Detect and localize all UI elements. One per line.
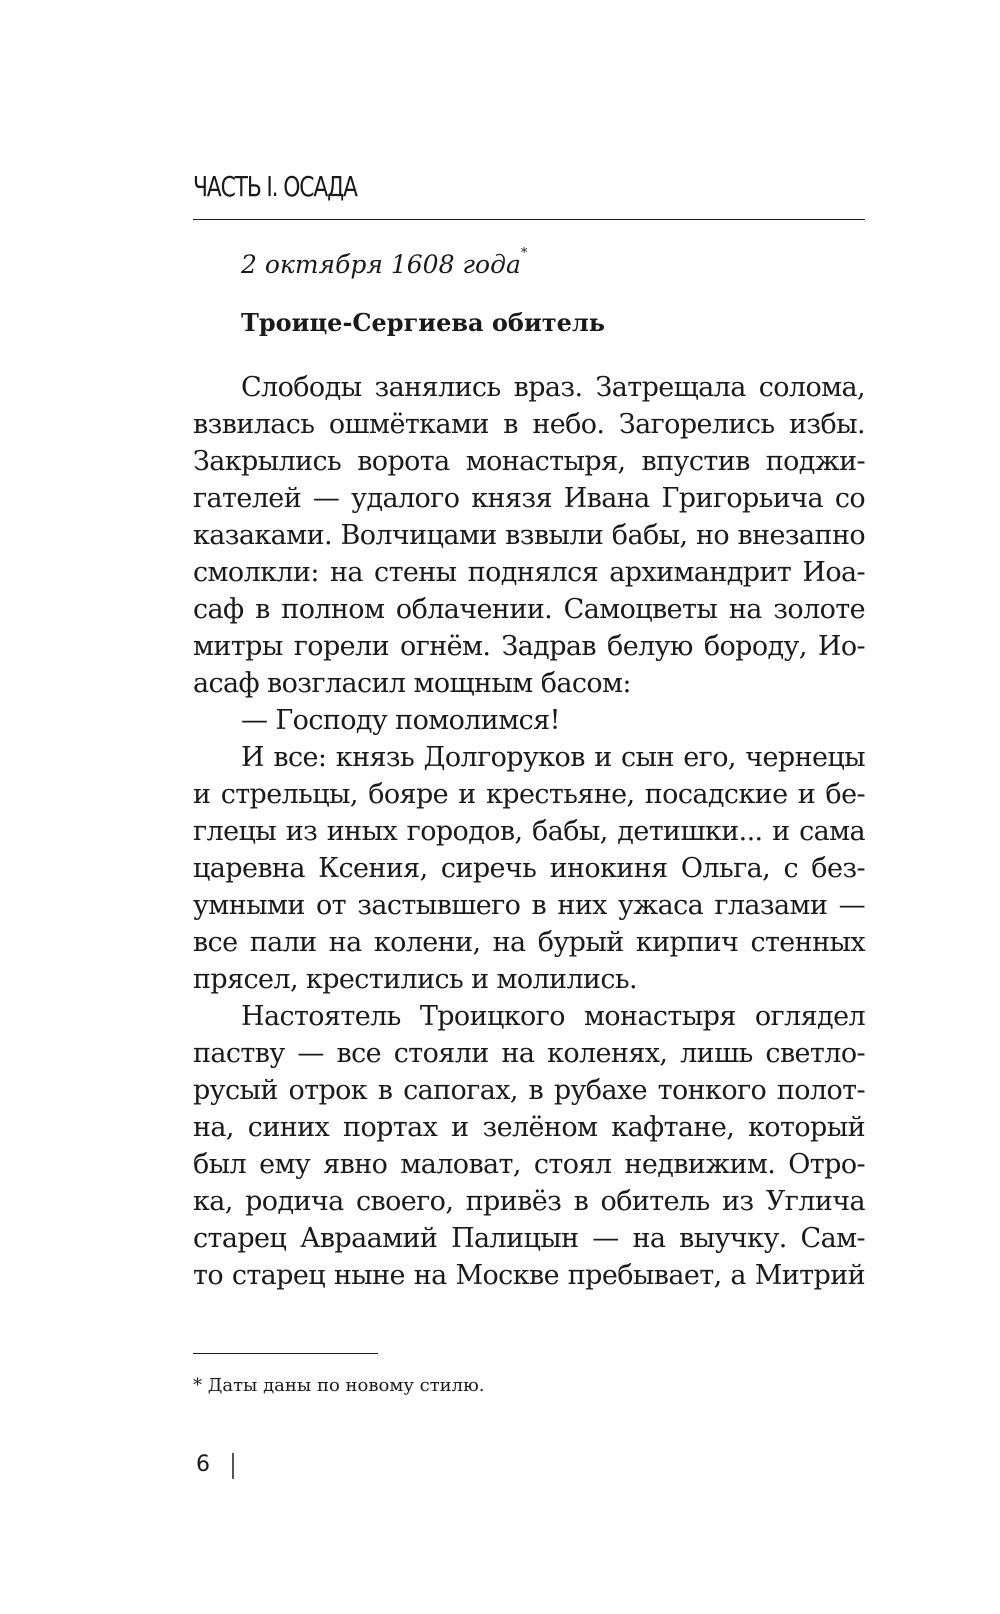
text-line: Слободы занялись враз. Затрещала солома, xyxy=(241,372,865,403)
text-line: на, синих портах и зелёном кафтане, который xyxy=(193,1112,865,1143)
page-number: 6 xyxy=(196,1452,210,1477)
text-line: царевна Ксения, сиречь инокиня Ольга, с без- xyxy=(193,853,865,884)
page-number-separator xyxy=(232,1453,234,1479)
text-line: митры горели огнём. Задрав белую бороду, Ио- xyxy=(193,631,865,662)
text-line: русый отрок в сапогах, в рубахе тонкого полот- xyxy=(193,1075,865,1106)
chapter-place: Троице-Сергиева обитель xyxy=(241,308,606,337)
text-line: умными от застывшего в них ужаса глазами — xyxy=(193,890,865,921)
dialogue-line: — Господу помолимся! xyxy=(241,705,560,736)
footnote-rule xyxy=(193,1353,378,1354)
text-line: был ему явно маловат, стоял недвижим. Отро- xyxy=(193,1149,865,1180)
text-line: гателей — удалого князя Ивана Григорьича со xyxy=(193,483,865,514)
text-line: И все: князь Долгоруков и сын его, чернецы xyxy=(241,742,865,773)
chapter-date-text: 2 октября 1608 года xyxy=(241,250,521,279)
chapter-date xyxy=(241,246,528,279)
text-line: паству — все стояли на коленях, лишь светло- xyxy=(193,1038,865,1069)
text-line: саф в полном облачении. Самоцветы на золоте xyxy=(193,594,865,625)
text-line: Настоятель Троицкого монастыря оглядел xyxy=(241,1001,865,1032)
text-line: и стрельцы, бояре и крестьяне, посадские и бе- xyxy=(193,779,865,810)
text-line: прясел, крестились и молились. xyxy=(193,964,638,995)
text-line: глецы из иных городов, бабы, детишки... и сама xyxy=(193,816,865,847)
footnote: * Даты даны по новому стилю. xyxy=(193,1375,485,1396)
text-line: старец Авраамий Палицын — на выучку. Сам- xyxy=(193,1223,865,1254)
text-line: взвилась ошмётками в небо. Загорелись избы. xyxy=(193,409,865,440)
footnote-marker: * xyxy=(520,246,528,261)
text-line: казаками. Волчицами взвыли бабы, но внезапно xyxy=(193,520,865,551)
text-line: Закрылись ворота монастыря, впустив поджи- xyxy=(193,446,865,477)
running-header: ЧАСТЬ I. ОСАДА xyxy=(193,170,357,203)
text-line: то старец ныне на Москве пребывает, а Митрий xyxy=(193,1260,865,1291)
header-rule xyxy=(193,219,865,220)
text-line: все пали на колени, на бурый кирпич стенных xyxy=(193,927,865,958)
text-line: смолкли: на стены поднялся архимандрит Иоа- xyxy=(193,557,865,588)
text-line: ка, родича своего, привёз в обитель из Углича xyxy=(193,1186,865,1217)
text-line: асаф возгласил мощным басом: xyxy=(193,668,631,699)
